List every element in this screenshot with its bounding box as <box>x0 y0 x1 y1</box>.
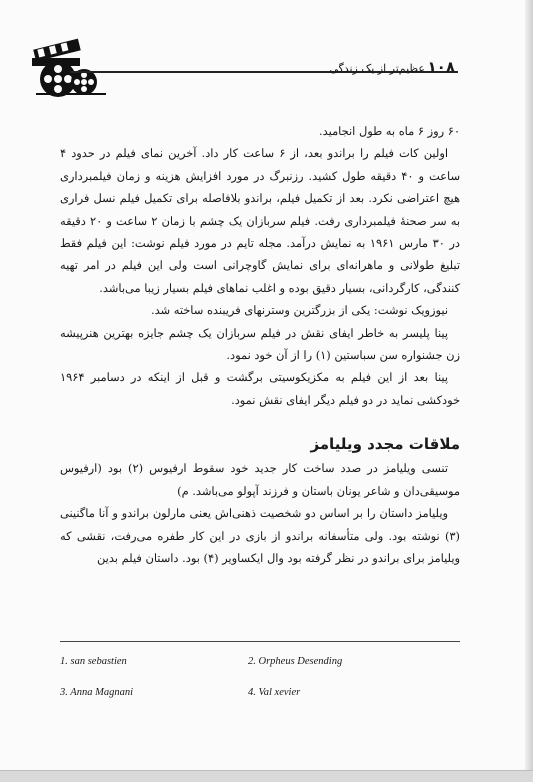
footnote: 2. Orpheus Desending <box>248 656 343 667</box>
film-reel-icon <box>28 34 110 100</box>
paragraph: اولین کات فیلم را براندو بعد، از ۶ ساعت کار داد. آخرین نمای فیلم در حدود ۴ ساعت و ۴۰ دقیقه طول کشید. رزنبرگ در مورد افزایش هزینه و زمان فیلمبرداری هیچ اعتراضی نکرد. بعد از تکمیل فیلم، براندو بلافاصله برای تکمیل فیلم نسل فراری به سر صحنهٔ فیلمبرداری رفت. فیلم سربازان یک چشم با زمان ۲ ساعت و ۲۰ دقیقه در ۳۰ مارس ۱۹۶۱ به نمایش درآمد. مجله تایم در مورد فیلم نوشت: این فیلم فقط تبلیغ طولانی و ماهرانه‌ای برای نمایش گاوچرانی است ولی این فیلم در امر تهیه کنندگی، کارگردانی، بسیار دقیق بوده و اغلب نماهای فیلم بسیار زیبا می‌باشد. <box>60 146 461 295</box>
scan-bottom-edge <box>0 770 533 782</box>
paragraph: نیوزویک نوشت: یکی از بزرگترین وسترنهای فریبنده ساخته شد. <box>150 303 448 318</box>
section-heading: ملاقات مجدد ویلیامز <box>310 435 460 454</box>
footnote-rule <box>60 641 460 642</box>
paragraph: پینا پلیسر به خاطر ایفای نقش در فیلم سربازان یک چشم جایزه بهترین هنرپیشه زن جشنواره سن سباستین (۱) را از آن خود نمود. <box>60 325 460 363</box>
body-text <box>60 120 460 569</box>
paragraph: پینا بعد از این فیلم به مکزیکوسیتی برگشت و قبل از اینکه در دسامبر ۱۹۶۴ خودکشی نماید در دو فیلم دیگر ایفای نقش نمود. <box>60 370 460 407</box>
footnote: 3. Anna Magnani <box>60 687 134 698</box>
page-number: ۱۰۸ <box>427 58 455 76</box>
running-title: عظیم‌تر از یک زندگی <box>329 62 425 75</box>
paragraph: ویلیامز داستان را بر اساس دو شخصیت ذهنی‌اش یعنی مارلون براندو و آنا ماگنینی (۳) نوشته بود. ولی متأسفانه براندو از بازی در این کار طفره می‌رفت، نقشی که ویلیامز برای براندو در نظر گرفته بود وال ایکساویر (۴) بود. داستان فیلم بدین <box>60 506 460 565</box>
footnote: 4. Val xevier <box>248 687 301 698</box>
paragraph: تنسی ویلیامز در صدد ساخت کار جدید خود سقوط ارفیوس (۲) بود (ارفیوس موسیقی‌دان و شاعر یونان باستان و فرزند آپولو می‌باشد. م) <box>60 461 460 498</box>
page-edge-shadow <box>525 0 533 770</box>
paragraph: ۶۰ روز ۶ ماه به طول انجامید. <box>319 124 460 138</box>
footnote: 1. san sebastien <box>60 656 127 667</box>
